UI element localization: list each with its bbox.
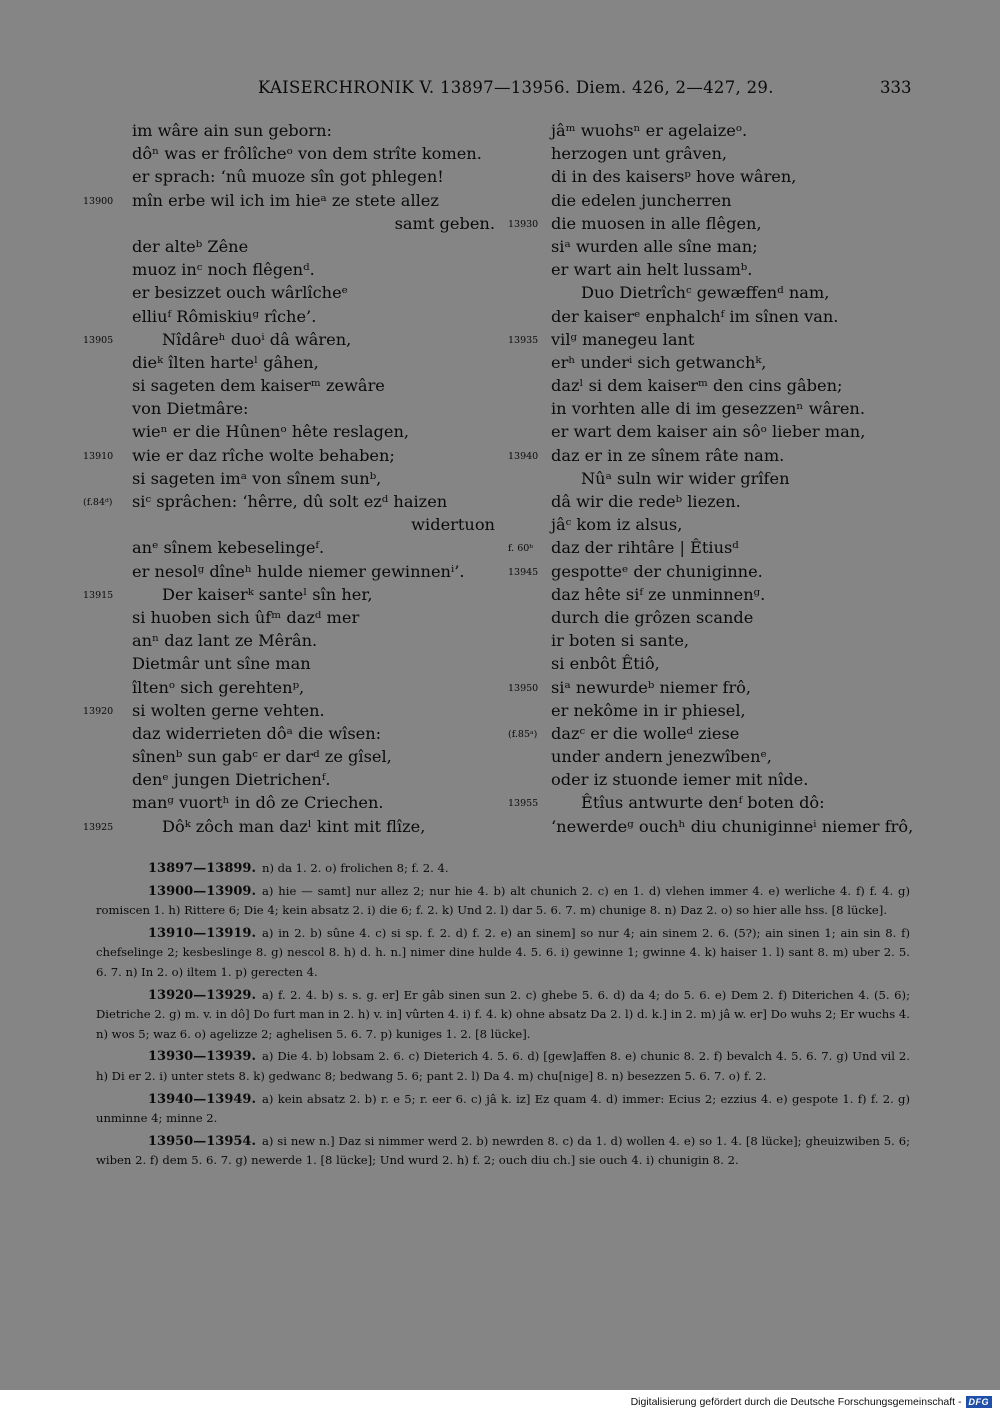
note-text: a) hie — samt] nur allez 2; nur hie 4. b) alt chunich 2. c) en 1. d) vlehen immer 4. e) werliche 4. f) f. 4. g) romiscen 1. h) Rittere 6; Die 4; kein absatz 2. i) die 6; f. 2. k) Und 2. l) dar 5. 6. 7. m) chunige 8. n) Daz 2. o) so hier alle hss. [8 lücke].: [96, 883, 910, 918]
verse-text: siᵃ wurden alle sîne man;: [551, 236, 758, 256]
verse-line: [508, 791, 908, 814]
verse-line: [508, 815, 914, 838]
verse-text: Dôᵏ zôch man dazˡ kint mit flîze,: [162, 816, 426, 836]
verse-line: [508, 305, 908, 328]
verse-text: si huoben sich ûfᵐ dazᵈ mer: [132, 607, 360, 627]
verse-line: [508, 676, 908, 699]
line-number: 13925: [83, 821, 114, 833]
verse-line: [83, 397, 495, 420]
line-number: 13905: [83, 334, 114, 346]
verse-text: Nîdâreʰ duoⁱ dâ wâren,: [162, 329, 352, 349]
line-number: 13910: [83, 450, 114, 462]
note-range: 13910—13919.: [148, 925, 256, 941]
verse-text: samt geben.: [394, 213, 495, 233]
apparatus-notes: [96, 859, 910, 1174]
verse-line: [508, 467, 908, 490]
verse-text: wie er daz rîche wolte behaben;: [132, 445, 395, 465]
verse-line: [83, 467, 495, 490]
verse-text: er wart dem kaiser ain sôᵒ lieber man,: [551, 422, 866, 442]
verse-text: der alteᵇ Zêne: [132, 236, 249, 256]
verse-text: siᵃ newurdeᵇ niemer frô,: [551, 677, 752, 697]
page-number: 333: [880, 78, 912, 97]
note-range: 13900—13909.: [148, 883, 256, 899]
verse-line: [508, 560, 908, 583]
verse-line: [508, 328, 908, 351]
header-title: KAISERCHRONIK V. 13897—13956. Diem. 426, 2—427, 29.: [258, 78, 774, 97]
verse-line: [83, 374, 495, 397]
verse-text: anⁿ daz lant ze Mêrân.: [132, 631, 318, 651]
verse-text: vilᵍ manegeu lant: [551, 329, 695, 349]
verse-text: er nesolᵍ dîneʰ hulde niemer gewinnenⁱ’.: [132, 561, 465, 581]
verse-line: [508, 258, 908, 281]
verse-line: [83, 652, 495, 675]
verse-line: [83, 629, 495, 652]
verse-text: jâᵐ wuohsⁿ er agelaizeᵒ.: [551, 121, 748, 140]
verse-line: [83, 536, 495, 559]
verse-line: [83, 699, 495, 722]
verse-text: herzogen unt grâven,: [551, 144, 728, 164]
verse-text: wieⁿ er die Hûnenᵒ hête reslagen,: [132, 422, 410, 442]
verse-text: anᵉ sînem kebeselingeᶠ.: [132, 538, 325, 558]
line-number: (f.84ᵈ): [83, 497, 113, 508]
verse-line: [508, 397, 908, 420]
line-number: 13915: [83, 589, 114, 601]
verse-line: [83, 676, 495, 699]
verse-line: [508, 629, 908, 652]
verse-line: [83, 420, 495, 443]
running-header: [0, 78, 1000, 102]
verse-line: [508, 142, 908, 165]
verse-line: [508, 768, 908, 791]
verse-text: dôⁿ was er frôlîcheᵒ von dem strîte komen.: [132, 144, 482, 164]
verse-text: Duo Dietrîchᶜ gewæffenᵈ nam,: [581, 283, 830, 303]
line-number: 13955: [508, 798, 539, 810]
verse-text: daz er in ze sînem râte nam.: [551, 445, 785, 465]
right-verse-column: [508, 119, 914, 838]
note-range: 13897—13899.: [148, 861, 256, 876]
verse-line: [508, 351, 908, 374]
verse-text: im wâre ain sun geborn:: [132, 121, 333, 140]
verse-line: [508, 444, 908, 467]
verse-line: [83, 258, 495, 281]
verse-text: manᵍ vuortʰ in dô ze Criechen.: [132, 793, 384, 813]
verse-text: dazˡ si dem kaiserᵐ den cins gâben;: [551, 376, 843, 396]
dfg-logo: DFG: [966, 1396, 993, 1408]
verse-text: si sageten dem kaiserᵐ zewâre: [132, 376, 385, 396]
verse-text: ir boten si sante,: [551, 631, 690, 651]
verse-line: [508, 119, 908, 142]
verse-line: [83, 235, 495, 258]
verse-line: [83, 815, 495, 838]
verse-line: [83, 768, 495, 791]
verse-text: îltenᵒ sich gerehtenᵖ,: [132, 677, 305, 697]
verse-text: er besizzet ouch wârlîcheᵉ: [132, 283, 348, 303]
verse-text: oder iz stuonde iemer mit nîde.: [551, 770, 809, 790]
verse-line: [508, 583, 908, 606]
line-number: f. 60ᵇ: [508, 543, 534, 555]
verse-text: denᵉ jungen Dietrichenᶠ.: [132, 770, 331, 790]
verse-line: [508, 536, 908, 559]
verse-text: er sprach: ‘nû muoze sîn got phlegen!: [132, 167, 444, 187]
verse-text: er nekôme in ir phiesel,: [551, 700, 746, 720]
verse-text: von Dietmâre:: [132, 399, 249, 419]
verse-line: [508, 212, 908, 235]
verse-text: elliuᶠ Rômiskiuᵍ rîche’.: [132, 306, 317, 326]
verse-text: mîn erbe wil ich im hieᵃ ze stete allez: [132, 190, 439, 210]
verse-line: [83, 281, 495, 304]
verse-line: [508, 420, 908, 443]
verse-text: si enbôt Êtiô,: [551, 654, 660, 674]
line-number: 13940: [508, 450, 539, 462]
verse-line: [508, 722, 908, 745]
note-text: a) in 2. b) sûne 4. c) si sp. f. 2. d) f. 2. e) an sinem] so nur 4; ain sinem 2. 6. (5?); ain sinen 1; ain sin 8. f) chefselinge 2; kesbeslinge 8. g) nescol 8. h) d. h. n.] nimer dine hulde 4. 5. 6. i) gewinne 1; gwinne 4. k) haiser 1. l) sant 8. m) uber 2. 5. 6. 7. n) In 2. o) iltem 1. p) gerecten 4.: [96, 925, 910, 979]
verse-text: der kaiserᵉ enphalchᶠ im sînen van.: [551, 306, 839, 326]
verse-text: dâ wir die redeᵇ liezen.: [551, 492, 741, 511]
verse-text: daz widerrieten dôᵃ die wîsen:: [132, 723, 382, 743]
note-block: [96, 859, 910, 879]
verse-line: [83, 444, 495, 467]
verse-text: muoz inᶜ noch flêgenᵈ.: [132, 260, 315, 280]
footer-credit: [631, 1396, 992, 1408]
verse-line: [83, 328, 495, 351]
verse-line: [508, 374, 908, 397]
verse-line: [83, 119, 495, 142]
line-number: (f.85ᵃ): [508, 728, 538, 740]
verse-text: dazᶜ er die wolleᵈ ziese: [551, 723, 740, 743]
verse-line: [83, 560, 495, 583]
verse-text: Êtîus antwurte denᶠ boten dô:: [581, 793, 825, 813]
note-text: a) Die 4. b) lobsam 2. 6. c) Dieterich 4. 5. 6. d) [gew]affen 8. e) chunic 8. 2. f) bevalch 4. 5. 6. 7. g) Und vil 2. h) Di er 2. i) unter stets 8. k) gedwanc 8; bedwang 5. 6; pant 2. l) Da 4. m) chu[nige] 8. n) besezzen 5. 6. 7. o) f. 2.: [96, 1049, 910, 1083]
line-number: 13930: [508, 218, 539, 230]
note-text: a) kein absatz 2. b) r. e 5; r. eer 6. c) jâ k. iz] Ez quam 4. d) immer: Ecius 2; ezzius 4. e) gespote 1. f) f. 2. g) unminne 4; minne 2.: [96, 1091, 910, 1126]
verse-text: daz hête siᶠ ze unminnenᵍ.: [551, 584, 766, 604]
verse-line: [83, 583, 495, 606]
verse-text: under andern jenezwîbenᵉ,: [551, 747, 772, 767]
verse-line: [508, 745, 908, 768]
verse-text: widertuon: [411, 515, 495, 535]
verse-line: [508, 513, 908, 536]
note-text: a) f. 2. 4. b) s. s. g. er] Er gâb sinen sun 2. c) ghebe 5. 6. d) da 4; do 5. 6. e) Dem 2. f) Diterichen 4. (5. 6); Dietriche 2. g) m. v. in dô] Do furt man in 2. h) v. in] vûrten 4. i) f. 4. k) ohne absatz Da 2. l) d. k.] in 2. m) jâ w. er] Do wuhs 2; Er wuchs 4. n) wos 5; waz 6. o) agelizze 2; aghelisen 5. 6. 7. p) kuniges 1. 2. [8 lücke].: [96, 987, 910, 1041]
line-number: 13950: [508, 682, 539, 694]
line-number: 13920: [83, 705, 114, 717]
verse-line: [508, 490, 908, 513]
verse-line: [83, 722, 495, 745]
verse-text: die edelen juncherren: [551, 190, 732, 210]
verse-text: dieᵏ îlten harteˡ gâhen,: [132, 352, 319, 372]
verse-line: [83, 189, 495, 212]
line-number: 13900: [83, 195, 114, 207]
line-number: 13935: [508, 334, 539, 346]
note-block: [96, 882, 910, 921]
verse-line: [83, 791, 495, 814]
line-number: 13945: [508, 566, 539, 578]
note-range: 13920—13929.: [148, 987, 256, 1003]
verse-line: [508, 606, 908, 629]
verse-line: [508, 281, 908, 304]
verse-line: [83, 745, 495, 768]
verse-line: [83, 513, 495, 536]
note-range: 13950—13954.: [148, 1133, 256, 1149]
verse-text: si sageten imᵃ von sînem sunᵇ,: [132, 468, 382, 488]
verse-line: [83, 165, 495, 188]
verse-line: [83, 606, 495, 629]
verse-text: er wart ain helt lussamᵇ.: [551, 260, 753, 280]
verse-text: Dietmâr unt sîne man: [132, 654, 311, 674]
verse-text: si wolten gerne vehten.: [132, 700, 325, 720]
verse-line: [83, 490, 495, 513]
note-text: a) si new n.] Daz si nimmer werd 2. b) newrden 8. c) da 1. d) wollen 4. e) so 1. 4. [8 lücke]; gheuizwiben 5. 6; wiben 2. f) dem 5. 6. 7. g) newerde 1. [8 lücke]; Und wurd 2. h) f. 2; ouch diu ch.] sie ouch 4. i) chunigin 8. 2.: [96, 1133, 910, 1168]
note-block: [96, 924, 910, 983]
verse-line: [83, 351, 495, 374]
note-block: [96, 1090, 910, 1129]
verse-text: sînenᵇ sun gabᶜ er darᵈ ze gîsel,: [132, 747, 392, 767]
note-text: n) da 1. 2. o) frolichen 8; f. 2. 4.: [261, 861, 449, 875]
note-block: [96, 1047, 910, 1086]
verse-line: [508, 699, 908, 722]
verse-text: di in des kaisersᵖ hove wâren,: [551, 167, 797, 187]
note-range: 13930—13939.: [148, 1049, 256, 1065]
verse-line: [83, 142, 495, 165]
note-range: 13940—13949.: [148, 1091, 256, 1107]
verse-text: ‘newerdeᵍ ouchʰ diu chuniginneⁱ niemer frô,: [551, 816, 914, 836]
verse-text: daz der rihtâre | Êtiusᵈ: [551, 538, 739, 558]
verse-text: erʰ underⁱ sich getwanchᵏ,: [551, 352, 767, 372]
verse-line: [508, 165, 908, 188]
verse-text: durch die grôzen scande: [551, 607, 754, 627]
verse-line: [83, 212, 495, 235]
left-verse-column: [83, 119, 495, 838]
note-block: [96, 986, 910, 1045]
verse-line: [508, 652, 908, 675]
verse-text: jâᶜ kom iz alsus,: [551, 515, 683, 535]
note-block: [96, 1132, 910, 1171]
verse-text: die muosen in alle flêgen,: [551, 213, 762, 233]
verse-text: siᶜ sprâchen: ‘hêrre, dû solt ezᵈ haizen: [132, 492, 448, 511]
footer-text: Digitalisierung gefördert durch die Deutsche Forschungsgemeinschaft -: [630, 1396, 962, 1408]
verse-text: Der kaiserᵏ santeˡ sîn her,: [162, 584, 373, 604]
verse-line: [508, 189, 908, 212]
verse-text: gespotteᵉ der chuniginne.: [551, 561, 763, 581]
verse-line: [508, 235, 908, 258]
verse-line: [83, 305, 495, 328]
verse-text: in vorhten alle di im gesezzenⁿ wâren.: [551, 399, 865, 419]
verse-text: Nûᵃ suln wir wider grîfen: [581, 468, 790, 488]
